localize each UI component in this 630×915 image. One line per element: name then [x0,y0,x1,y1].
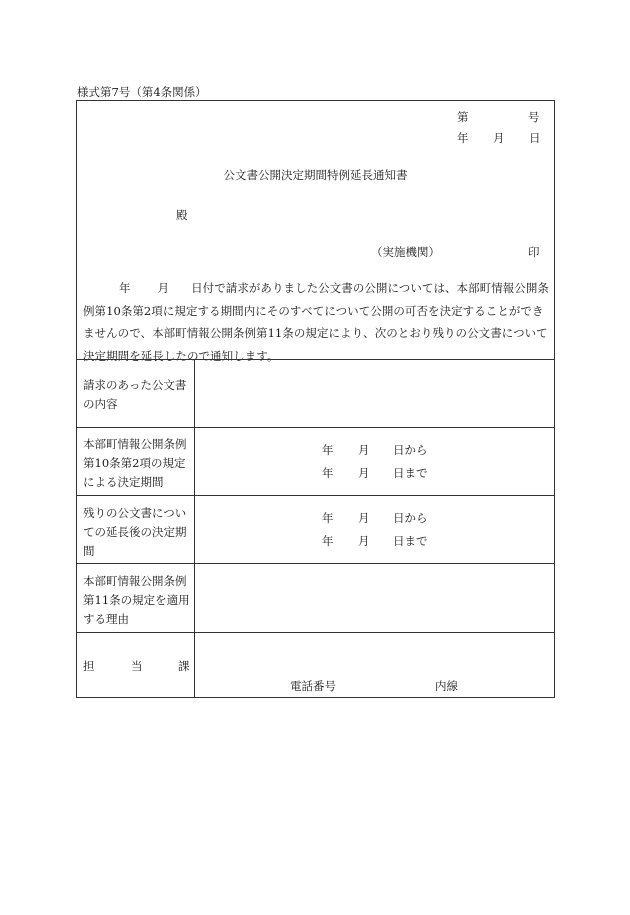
dept-label-char: 課 [178,659,190,673]
doc-number-suffix: 号 [528,110,540,124]
doc-date-day: 日 [529,131,541,145]
phone-number-label: 電話番号 [290,679,336,693]
row-divider [77,427,554,428]
body-date-year: 年 [119,281,131,295]
row-label-reason: 本部町情報公開条例第11条の規定を適用する理由 [83,574,190,626]
period-day-until: 日まで [393,534,428,548]
doc-number-prefix: 第 [457,110,469,124]
period-day-from: 日から [393,511,428,525]
period-month: 月 [358,511,370,525]
period-month: 月 [358,443,370,457]
seal-mark: 印 [528,245,540,259]
row-label-extended-period: 残りの公文書についての延長後の決定期間 [83,506,187,558]
period-day-until: 日まで [393,466,428,480]
row-divider [77,495,554,496]
period-year: 年 [322,466,334,480]
row-label-decision-period: 本部町情報公開条例第10条第2項の規定による決定期間 [83,437,187,489]
row-divider [77,359,554,360]
document-title: 公文書公開決定期間特例延長通知書 [223,168,408,182]
row-divider [77,632,554,633]
dept-label-char: 担 [83,659,95,673]
addressee-suffix: 殿 [176,208,188,222]
notice-form [76,100,555,698]
period-year: 年 [322,534,334,548]
period-month: 月 [358,534,370,548]
period-year: 年 [322,443,334,457]
doc-date-year: 年 [457,131,469,145]
form-number-label: 様式第7号（第4条関係） [77,85,207,99]
body-text: 日付で請求がありました公文書の公開については、本部町情報公開条例第10条第2項に規定する期間内にそのすべてについて公開の可否を決定することができませんので、本部町情報公開条例第11条の規定により、次のとおり残りの公文書について決定期間を延長したので通知します。 [83,281,549,363]
period-month: 月 [358,466,370,480]
row-label-request-content: 請求のあった公文書の内容 [83,378,187,411]
period-year: 年 [322,511,334,525]
notice-body [83,277,551,367]
dept-label-char: 当 [131,659,143,673]
issuer-label: （実施機関） [371,245,440,259]
extension-label: 内線 [435,679,458,693]
period-day-from: 日から [393,443,428,457]
doc-date-month: 月 [493,131,505,145]
column-divider [194,359,195,697]
row-divider [77,563,554,564]
body-date-month: 月 [157,281,170,295]
